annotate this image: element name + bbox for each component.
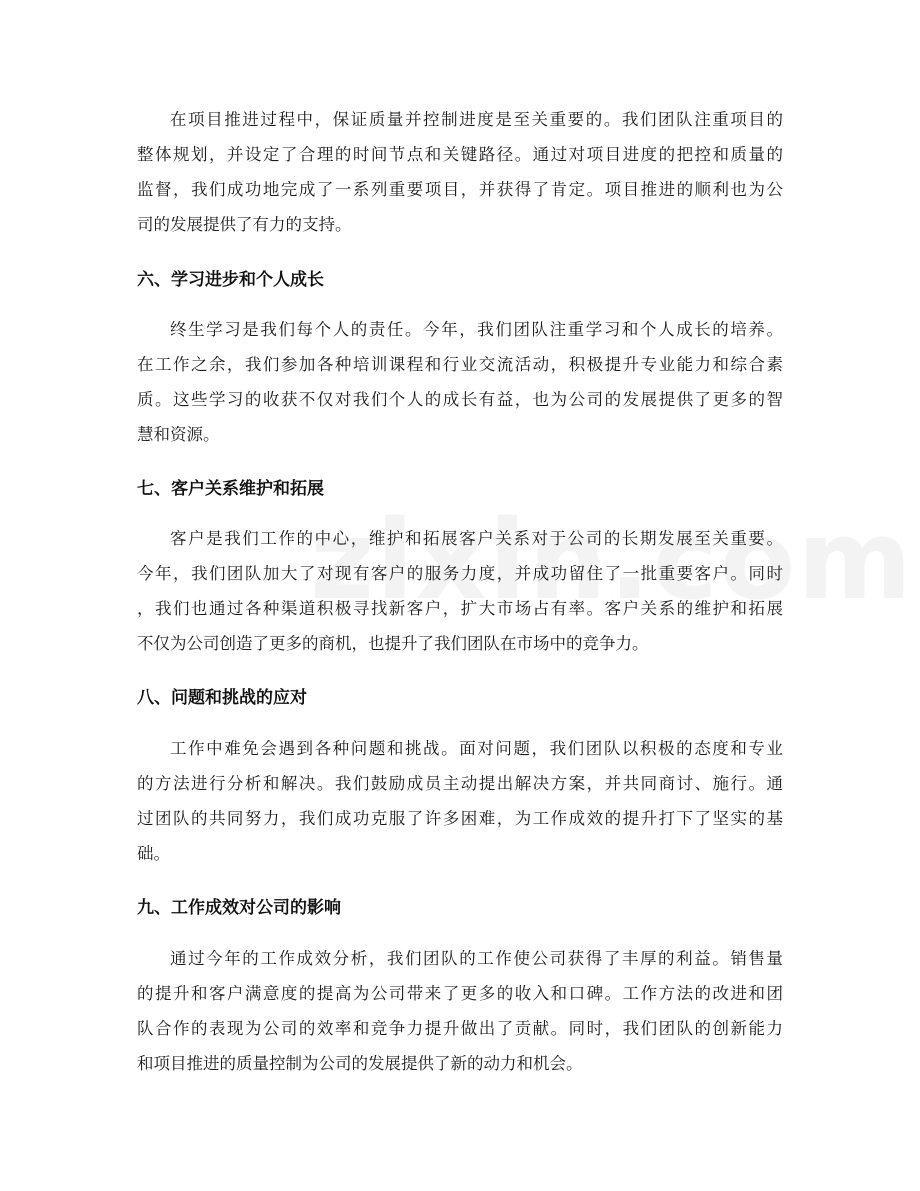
paragraph-line: ，我们也通过各种渠道积极寻找新客户，扩大市场占有率。客户关系的维护和拓展 bbox=[137, 599, 783, 618]
paragraph-line: 的提升和客户满意度的提高为公司带来了更多的收入和口碑。工作方法的改进和团 bbox=[137, 984, 783, 1003]
paragraph-line: 客户是我们工作的中心，维护和拓展客户关系对于公司的长期发展至关重要。 bbox=[170, 529, 783, 548]
section-heading: 八、问题和挑战的应对 bbox=[137, 688, 307, 708]
paragraph-line: 的方法进行分析和解决。我们鼓励成员主动提出解决方案，并共同商讨、施行。通 bbox=[137, 774, 783, 793]
paragraph-line: 今年，我们团队加大了对现有客户的服务力度，并成功留住了一批重要客户。同时 bbox=[137, 564, 783, 583]
paragraph-line: 司的发展提供了有力的支持。 bbox=[137, 215, 352, 234]
paragraph-line: 队合作的表现为公司的效率和竞争力提升做出了贡献。同时，我们团队的创新能力 bbox=[137, 1019, 783, 1038]
paragraph-line: 整体规划，并设定了合理的时间节点和关键路径。通过对项目进度的把控和质量的 bbox=[137, 145, 783, 164]
paragraph-line: 过团队的共同努力，我们成功克服了许多困难，为工作成效的提升打下了坚实的基 bbox=[137, 809, 783, 828]
paragraph-line: 监督，我们成功地完成了一系列重要项目，并获得了肯定。项目推进的顺利也为公 bbox=[137, 180, 783, 199]
paragraph-line: 不仅为公司创造了更多的商机，也提升了我们团队在市场中的竞争力。 bbox=[137, 634, 649, 653]
paragraph-line: 通过今年的工作成效分析，我们团队的工作使公司获得了丰厚的利益。销售量 bbox=[170, 949, 783, 968]
paragraph-line: 在工作之余，我们参加各种培训课程和行业交流活动，积极提升专业能力和综合素 bbox=[137, 355, 783, 374]
paragraph-line: 工作中难免会遇到各种问题和挑战。面对问题，我们团队以积极的态度和专业 bbox=[170, 739, 783, 758]
paragraph-line: 慧和资源。 bbox=[137, 425, 220, 444]
paragraph-line: 础。 bbox=[137, 844, 170, 863]
section-heading: 九、工作成效对公司的影响 bbox=[137, 898, 341, 918]
paragraph-line: 在项目推进过程中，保证质量并控制进度是至关重要的。我们团队注重项目的 bbox=[170, 110, 783, 129]
paragraph-line: 终生学习是我们每个人的责任。今年，我们团队注重学习和个人成长的培养。 bbox=[170, 320, 783, 339]
section-heading: 七、客户关系维护和拓展 bbox=[137, 479, 324, 499]
paragraph-line: 质。这些学习的收获不仅对我们个人的成长有益，也为公司的发展提供了更多的智 bbox=[137, 390, 783, 409]
paragraph-line: 和项目推进的质量控制为公司的发展提供了新的动力和机会。 bbox=[137, 1054, 583, 1073]
section-heading: 六、学习进步和个人成长 bbox=[137, 270, 324, 290]
